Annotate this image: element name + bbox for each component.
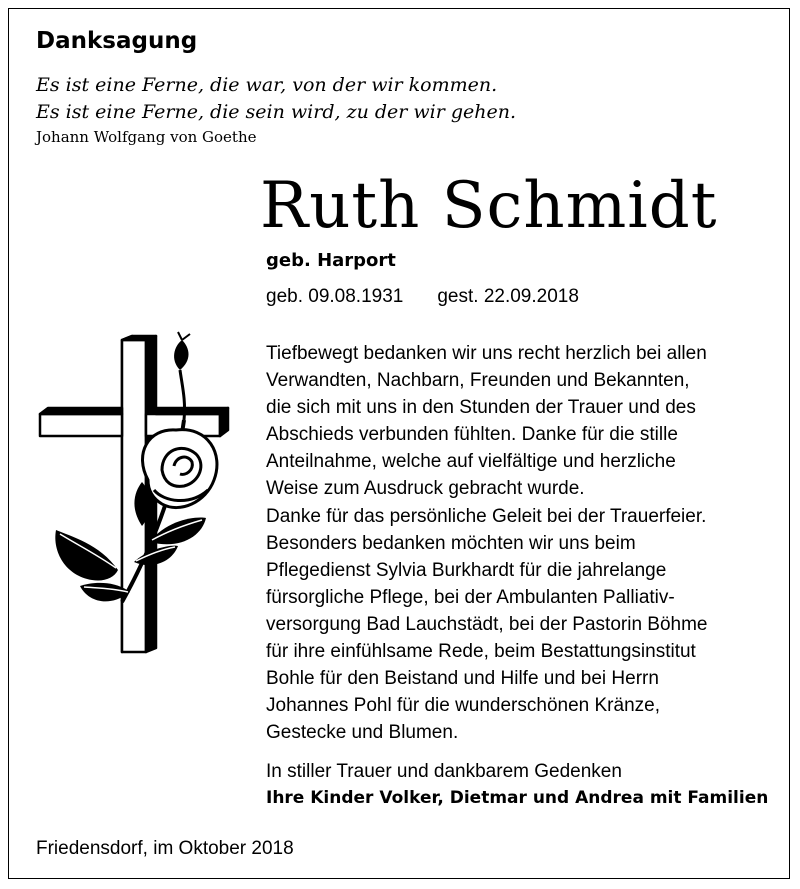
body-line: Gestecke und Blumen.: [266, 722, 459, 744]
body-line: Johannes Pohl für die wunderschönen Kränze,: [266, 695, 660, 717]
closing-block: [266, 758, 768, 812]
place-date: Friedensdorf, im Oktober 2018: [36, 838, 294, 859]
body-line: Abschieds verbunden fühlten. Danke für die stille: [266, 424, 678, 446]
quote-block: [36, 72, 516, 148]
body-line: Besonders bedanken möchten wir uns beim: [266, 532, 636, 554]
body-line: versorgung Bad Lauchstädt, bei der Pastorin Böhme: [266, 613, 708, 635]
body-line: Pflegedienst Sylvia Burkhardt für die jahrelange: [266, 559, 667, 581]
heading: Danksagung: [36, 28, 198, 54]
body-line: für ihre einfühlsame Rede, beim Bestattungsinstitut: [266, 641, 696, 663]
thank-you-text: [266, 340, 708, 746]
body-line: Bohle für den Beistand und Hilfe und bei Herrn: [266, 668, 659, 690]
body-line: Anteilnahme, welche auf vielfältige und herzliche: [266, 451, 676, 473]
body-line: Danke für das persönliche Geleit bei der Trauerfeier.: [266, 505, 707, 527]
death-date: gest. 22.09.2018: [437, 286, 579, 307]
maiden-name: geb. Harport: [266, 250, 396, 271]
life-dates: [266, 286, 579, 308]
body-line: fürsorgliche Pflege, bei der Ambulanten Palliativ-: [266, 586, 675, 608]
family-signature: Ihre Kinder Volker, Dietmar und Andrea mit Familien: [266, 788, 769, 808]
quote-line: Es ist eine Ferne, die war, von der wir kommen.: [36, 74, 498, 96]
birth-date: geb. 09.08.1931: [266, 286, 404, 307]
body-line: die sich mit uns in den Stunden der Trauer und des: [266, 397, 696, 419]
quote-line: Es ist eine Ferne, die sein wird, zu der wir gehen.: [36, 101, 517, 123]
deceased-name: Ruth Schmidt: [260, 169, 718, 243]
body-line: Tiefbewegt bedanken wir uns recht herzlich bei allen: [266, 343, 707, 364]
body-line: Verwandten, Nachbarn, Freunden und Bekannten,: [266, 370, 690, 392]
quote-author: Johann Wolfgang von Goethe: [36, 128, 257, 146]
closing-line: In stiller Trauer und dankbarem Gedenken: [266, 761, 622, 782]
cross-with-rose-icon: [30, 330, 260, 680]
body-line: Weise zum Ausdruck gebracht wurde.: [266, 478, 585, 500]
